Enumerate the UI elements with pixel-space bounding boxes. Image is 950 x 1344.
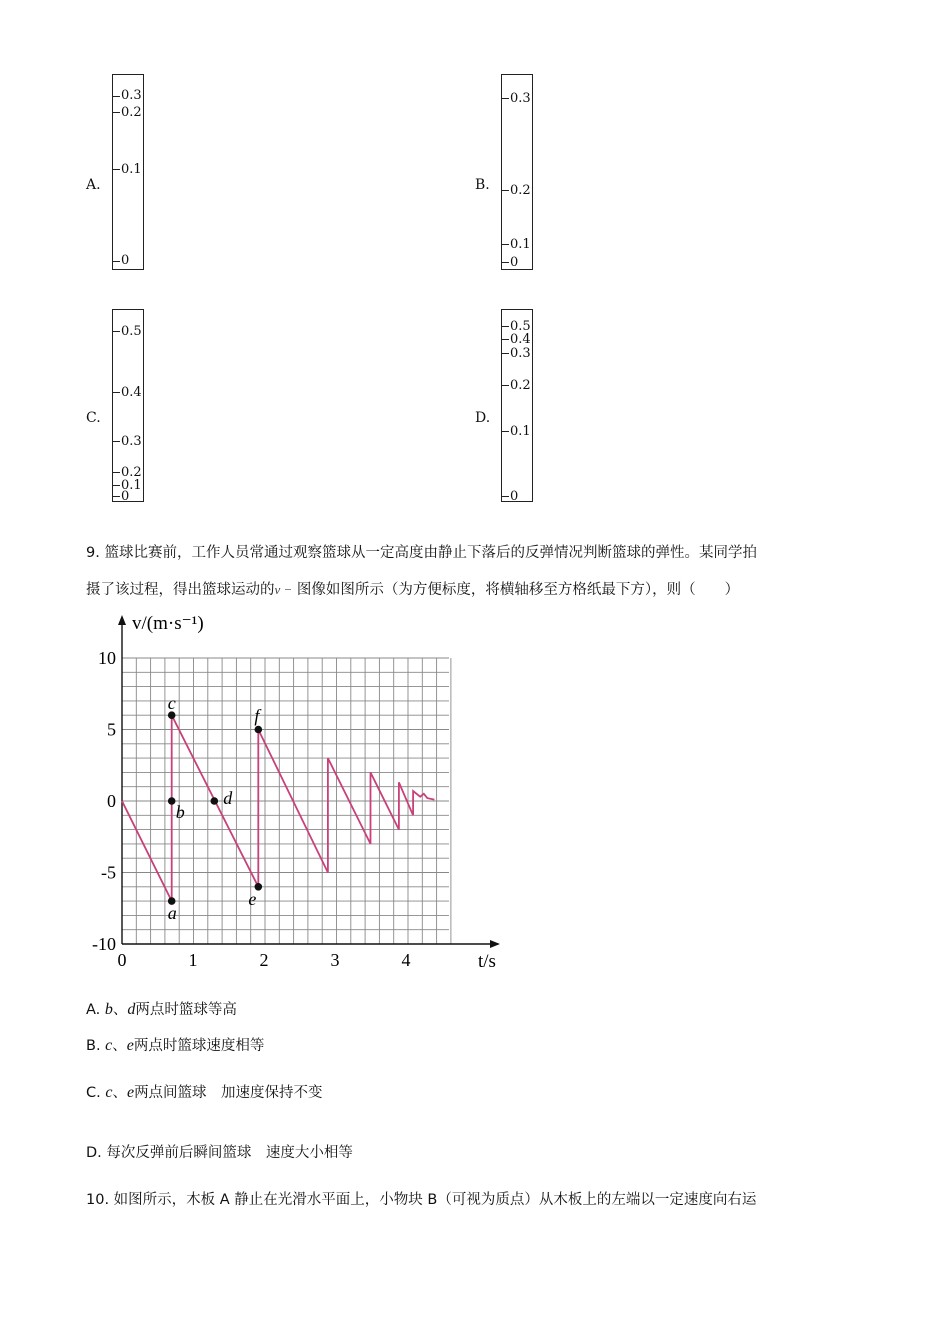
point-label-b: b <box>175 802 185 822</box>
scale-label: 0.1 <box>510 424 531 439</box>
scale-label: 0.5 <box>510 319 531 334</box>
x-tick-label: 0 <box>117 950 127 970</box>
answer-text: 两点时篮球等高 <box>135 1002 237 1018</box>
answer-var: c <box>105 1084 113 1101</box>
answer-letter: B. <box>86 1038 101 1054</box>
q10-text-line1: 10. 如图所示，木板 A 静止在光滑水平面上，小物块 B（可视为质点）从木板上的左端以一定速度向右运 <box>86 1192 757 1208</box>
scale-label: 0.2 <box>510 378 531 393</box>
scale-label: 0.1 <box>121 162 142 177</box>
scale-label: 0.4 <box>510 332 531 347</box>
x-axis-label: t/s <box>478 951 496 972</box>
option-letter: A. <box>86 177 101 193</box>
option-letter: D. <box>475 410 491 426</box>
x-tick-label: 1 <box>188 950 198 970</box>
y-tick-label: 5 <box>107 719 116 740</box>
chart-axes <box>118 615 500 948</box>
scale-label: 0.4 <box>121 385 142 400</box>
answer-text: 两点时篮球速度相等 <box>133 1038 265 1054</box>
chart-series <box>122 715 434 901</box>
scale-label: 0.2 <box>121 105 142 120</box>
scale-label: 0.3 <box>510 346 531 361</box>
scale-label: 0.2 <box>121 465 142 480</box>
point-d <box>211 797 219 805</box>
y-tick-label: -10 <box>92 934 116 954</box>
point-f <box>255 726 263 734</box>
answer-sep: 、 <box>112 1002 128 1018</box>
scale-label: 0.3 <box>121 88 142 103</box>
scale-bar <box>501 74 533 270</box>
answer-d[interactable] <box>86 1141 353 1162</box>
point-b <box>168 797 176 805</box>
scale-label: 0.3 <box>510 91 531 106</box>
y-tick-label: 0 <box>107 791 116 811</box>
point-label-d: d <box>223 788 233 808</box>
answer-a[interactable] <box>86 998 237 1019</box>
q9-text-line2 <box>86 580 739 600</box>
y-axis-label: v/(m·s⁻¹) <box>132 613 204 634</box>
answer-var: b <box>104 1001 113 1018</box>
answer-sep: 、 <box>112 1085 127 1101</box>
scale-label: 0 <box>121 489 130 504</box>
x-tick-label: 2 <box>259 950 269 970</box>
x-tick-label: 4 <box>401 950 411 970</box>
answer-b[interactable] <box>86 1034 264 1055</box>
q9-text-line2a: 摄了该过程，得出篮球运动的 <box>86 582 275 598</box>
answer-var: d <box>127 1001 136 1018</box>
y-axis-arrow <box>118 615 126 625</box>
x-axis-arrow <box>490 940 500 948</box>
answer-letter: C. <box>86 1085 101 1101</box>
velocity-line <box>122 715 434 901</box>
chart-tick-labels <box>92 648 411 970</box>
scale-label: 0.2 <box>510 183 531 198</box>
scale-label: 0 <box>510 255 519 270</box>
scale-label: 0.5 <box>121 324 142 339</box>
answer-var: c <box>105 1037 113 1054</box>
answer-letter: D. <box>86 1145 102 1161</box>
q9-symbol: v − <box>274 582 293 597</box>
y-tick-label: -5 <box>101 862 116 883</box>
y-tick-label: 10 <box>98 648 116 668</box>
answer-text: 每次反弹前后瞬间篮球 速度大小相等 <box>106 1145 353 1161</box>
point-label-a: a <box>167 903 177 924</box>
point-label-e: e <box>248 888 257 909</box>
scale-bar <box>501 309 533 502</box>
scale-label: 0.3 <box>121 434 142 449</box>
option-letter: B. <box>475 177 490 193</box>
answer-var: e <box>126 1037 134 1054</box>
vt-chart <box>80 605 520 985</box>
answer-sep: 、 <box>112 1038 127 1054</box>
answer-var: e <box>126 1084 135 1101</box>
scale-label: 0.1 <box>510 237 531 252</box>
scale-label: 0 <box>510 489 519 504</box>
scale-bar <box>112 74 144 270</box>
option-letter: C. <box>86 410 101 426</box>
chart-points <box>168 693 263 923</box>
answer-c[interactable] <box>86 1081 323 1102</box>
x-tick-label: 3 <box>330 950 340 970</box>
q9-text-line1: 9. 篮球比赛前，工作人员常通过观察篮球从一定高度由静止下落后的反弹情况判断篮球的弹性。某同学拍 <box>86 545 757 561</box>
scale-label: 0 <box>121 253 130 268</box>
answer-text: 两点间篮球 加速度保持不变 <box>134 1085 323 1101</box>
point-label-c: c <box>167 693 176 714</box>
scale-label: 0.1 <box>121 478 142 493</box>
scale-bar <box>112 309 144 502</box>
point-label-f: f <box>254 705 260 726</box>
answer-letter: A. <box>86 1002 101 1018</box>
q9-text-line2b: 图像如图所示（为方便标度，将横轴移至方格纸最下方），则（ ） <box>296 582 740 598</box>
